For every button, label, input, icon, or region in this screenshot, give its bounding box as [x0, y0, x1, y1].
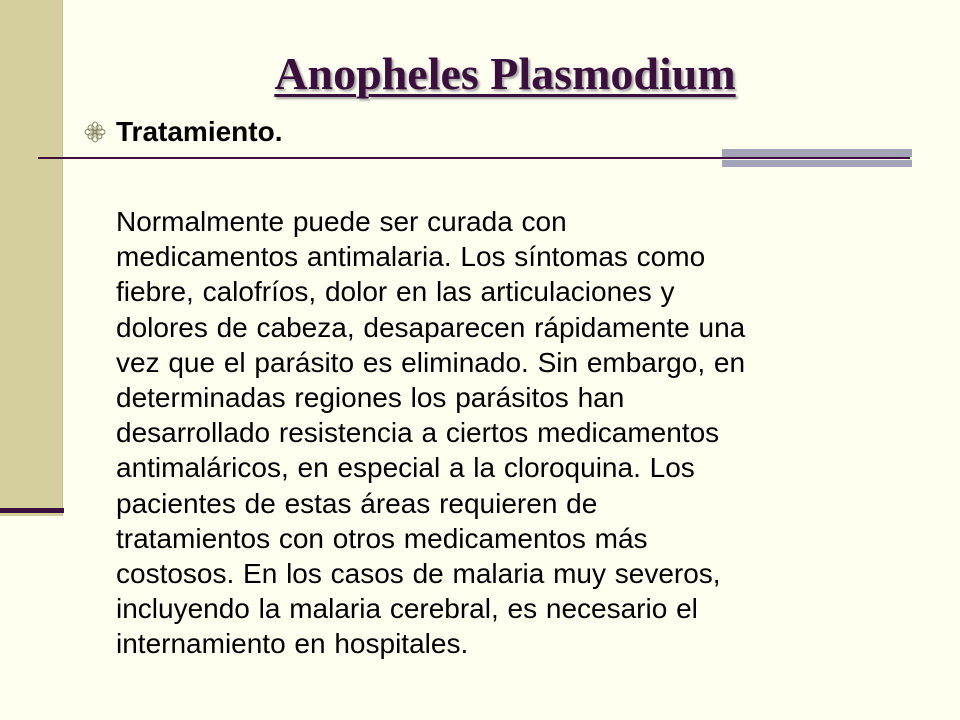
body-paragraph: Normalmente puede ser curada con medicamentos antimalaria. Los síntomas como fiebre, calofríos, dolor en las articulaciones y dolores de cabeza, desaparecen rápidamente una vez que el parásito es eliminado. Sin embargo, en determinadas regiones los parásitos han desarrollado resistencia a ciertos medicamentos antimaláricos, en especial a la cloroquina. Los pacientes de estas áreas requieren de tratamientos con otros medicamentos más costosos. En los casos de malaria muy severos, incluyendo la malaria cerebral, es necesario el internamiento en hospitales.	[116, 206, 746, 660]
bullet-heading	[84, 112, 282, 152]
slide-title: Anopheles Plasmodium	[274, 48, 736, 99]
divider-accent-top	[722, 149, 912, 157]
flower-bullet-icon	[84, 121, 106, 143]
side-rule	[0, 508, 64, 513]
heading-text: Tratamiento.	[116, 116, 283, 147]
divider-rule	[38, 157, 910, 159]
divider-accent-bottom	[722, 160, 912, 167]
side-band	[0, 0, 63, 516]
